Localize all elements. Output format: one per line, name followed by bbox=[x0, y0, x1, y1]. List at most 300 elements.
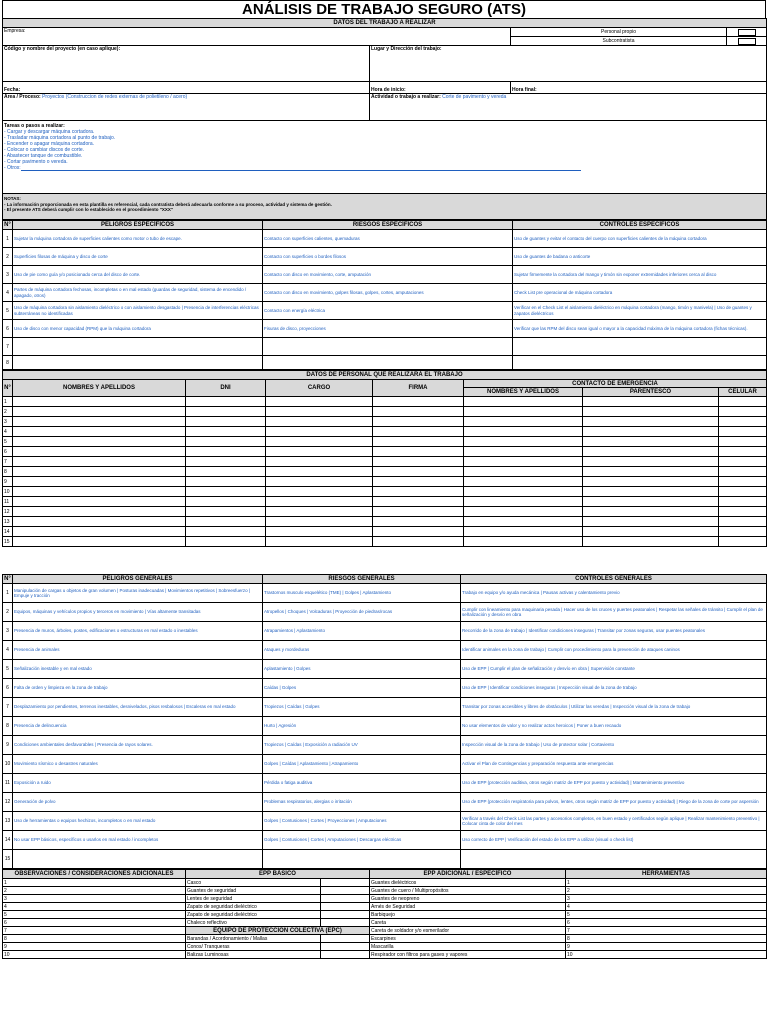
obs-number[interactable]: 7 bbox=[3, 927, 186, 935]
peligro-cell[interactable] bbox=[13, 356, 263, 370]
obs-number[interactable]: 8 bbox=[3, 935, 186, 943]
herramienta-item[interactable]: 9 bbox=[566, 943, 767, 951]
riesgo-cell[interactable]: Contacto con disco en movimiento, corte, amputación bbox=[263, 266, 513, 284]
cargo-input[interactable] bbox=[266, 487, 373, 497]
personal-propio-label: Personal propio bbox=[511, 28, 727, 37]
obs-number[interactable]: 2 bbox=[3, 887, 186, 895]
riesgo-cell[interactable]: Fisuras de disco, proyecciones bbox=[263, 320, 513, 338]
contacto-nombres-input[interactable] bbox=[464, 467, 583, 477]
riesgo-cell[interactable]: Tropiezos | Caídas | Exposición a radiación UV bbox=[263, 736, 461, 755]
cargo-input[interactable] bbox=[266, 397, 373, 407]
nombres-input[interactable] bbox=[13, 477, 186, 487]
esp-row bbox=[3, 356, 767, 370]
tareas-field[interactable] bbox=[3, 121, 767, 194]
firma-input[interactable] bbox=[373, 427, 464, 437]
celular-input[interactable] bbox=[719, 427, 767, 437]
control-cell[interactable]: Verificar a través del Check List las partes y accesorios completos, en buen estado y certificados según aplique | Realizar mantenimiento preventivo | Colocar cinta de color del mes bbox=[461, 812, 767, 831]
herramienta-item[interactable]: 5 bbox=[566, 911, 767, 919]
cargo-input[interactable] bbox=[266, 477, 373, 487]
gen-row bbox=[3, 755, 767, 774]
control-cell[interactable]: Uso de EPP (protección respiratoria para polvos, lentes, otros según matriz de EPP por puesto y actividad) | Riego de la zona de corte por aspersión bbox=[461, 793, 767, 812]
row-number: 5 bbox=[3, 660, 13, 679]
firma-input[interactable] bbox=[373, 417, 464, 427]
parentesco-input[interactable] bbox=[583, 537, 719, 547]
epp-basico-check[interactable] bbox=[321, 879, 370, 887]
cargo-input[interactable] bbox=[266, 417, 373, 427]
personal-row bbox=[3, 437, 767, 447]
epp-adicional-header: EPP ADICIONAL / ESPECÍFICO bbox=[370, 870, 566, 879]
checkbox-icon bbox=[738, 29, 756, 36]
herramienta-item[interactable]: 2 bbox=[566, 887, 767, 895]
firma-input[interactable] bbox=[373, 537, 464, 547]
epp-row bbox=[3, 903, 767, 911]
control-cell[interactable] bbox=[513, 338, 767, 356]
epp-basico-check[interactable] bbox=[321, 911, 370, 919]
parentesco-input[interactable] bbox=[583, 517, 719, 527]
actividad-field[interactable] bbox=[370, 94, 767, 121]
epp-basico-item: Balizas Luminosas bbox=[186, 951, 321, 959]
celular-input[interactable] bbox=[719, 407, 767, 417]
epp-adicional-item: Respirador con filtros para gases y vapores bbox=[370, 951, 566, 959]
dni-input[interactable] bbox=[186, 527, 266, 537]
row-number: 13 bbox=[3, 517, 13, 527]
epp-row bbox=[3, 887, 767, 895]
riesgo-cell[interactable]: Golpes | Caídas | Aplastamiento | Atrapamiento bbox=[263, 755, 461, 774]
herramienta-item[interactable]: 3 bbox=[566, 895, 767, 903]
cargo-input[interactable] bbox=[266, 507, 373, 517]
gen-row bbox=[3, 584, 767, 603]
obs-number[interactable]: 4 bbox=[3, 903, 186, 911]
nota-item: - El presente ATS deberá cumplir con lo establecido en el procedimiento "XXX" bbox=[4, 207, 174, 212]
dni-input[interactable] bbox=[186, 397, 266, 407]
nota-item: - La información proporcionada en esta plantilla es referencial, cada contratista deberá adecuarla conforme a su proceso, actividad y sistema de gestión. bbox=[4, 201, 332, 207]
actividad-value: Corte de pavimento y vereda bbox=[442, 94, 507, 100]
job-data-table bbox=[2, 18, 767, 220]
personal-cargo-header: CARGO bbox=[266, 380, 373, 397]
obs-number[interactable]: 3 bbox=[3, 895, 186, 903]
control-cell[interactable] bbox=[461, 850, 767, 869]
control-cell[interactable]: Verificar en el Check List el aislamiento dieléctrico en máquina cortadora (mango, timón y manivela) | Uso de guantes y zapatos dieléctricos bbox=[513, 302, 767, 320]
row-number: 7 bbox=[3, 457, 13, 467]
row-number: 11 bbox=[3, 774, 13, 793]
subcontratista-label: Subcontratista bbox=[511, 37, 727, 46]
epp-basico-check[interactable] bbox=[321, 895, 370, 903]
checkbox-icon bbox=[738, 38, 756, 45]
obs-number[interactable]: 9 bbox=[3, 943, 186, 951]
empresa-field[interactable] bbox=[3, 28, 511, 46]
control-cell[interactable]: Uso correcto de EPP | Verificación del estado de los EPP a utilizar (visual o check list) bbox=[461, 831, 767, 850]
riesgo-cell[interactable]: Contacto con disco en movimiento, golpes filosas, golpes, cortes, amputaciones bbox=[263, 284, 513, 302]
epp-basico-item: Lentes de seguridad bbox=[186, 895, 321, 903]
control-cell[interactable]: Uso de EPP | Cumplir el plan de señalización y desvío en obra | Supervisión constante bbox=[461, 660, 767, 679]
hora-inicio-field[interactable] bbox=[370, 82, 511, 94]
dni-input[interactable] bbox=[186, 417, 266, 427]
contacto-celular-header: CELULAR bbox=[719, 388, 767, 397]
riesgo-cell[interactable] bbox=[263, 338, 513, 356]
riesgo-cell[interactable]: Caídas | Golpes bbox=[263, 679, 461, 698]
personal-propio-checkbox[interactable] bbox=[727, 28, 767, 37]
dni-input[interactable] bbox=[186, 457, 266, 467]
celular-input[interactable] bbox=[719, 537, 767, 547]
herramienta-item[interactable]: 4 bbox=[566, 903, 767, 911]
datos-header: DATOS DEL TRABAJO A REALIZAR bbox=[3, 19, 767, 28]
obs-number[interactable]: 5 bbox=[3, 911, 186, 919]
control-cell[interactable]: Uso de EPP | Identificar condiciones inseguras | Inspección visual de la zona de trabajo bbox=[461, 679, 767, 698]
gen-row bbox=[3, 679, 767, 698]
riesgo-cell[interactable]: Trastornos musculo esquelético (TME) | Golpes | Aplastamiento bbox=[263, 584, 461, 603]
celular-input[interactable] bbox=[719, 507, 767, 517]
riesgo-cell[interactable] bbox=[263, 850, 461, 869]
contacto-nombres-input[interactable] bbox=[464, 507, 583, 517]
peligro-cell[interactable]: Movimiento sísmico o desastres naturales bbox=[13, 755, 263, 774]
nombres-input[interactable] bbox=[13, 397, 186, 407]
personal-table bbox=[2, 370, 767, 547]
peligro-cell[interactable]: Uso de disco con menor capacidad (RPM) que la máquina cortadora bbox=[13, 320, 263, 338]
peligro-cell[interactable]: Desplazamiento por pendientes, terrenos inestables, desnivelados, pisos resbalosos | Escaleras en mal estado bbox=[13, 698, 263, 717]
esp-row bbox=[3, 320, 767, 338]
form-title: ANÁLISIS DE TRABAJO SEGURO (ATS) bbox=[2, 0, 766, 18]
gen-n-header: N° bbox=[4, 576, 11, 582]
control-cell[interactable] bbox=[513, 356, 767, 370]
epp-basico-check[interactable] bbox=[321, 919, 370, 927]
row-number: 1 bbox=[3, 397, 13, 407]
parentesco-input[interactable] bbox=[583, 467, 719, 477]
dni-input[interactable] bbox=[186, 437, 266, 447]
tareas-label: Tareas o pasos a realizar: bbox=[4, 123, 65, 129]
row-number: 7 bbox=[3, 698, 13, 717]
riesgo-cell[interactable]: Golpes | Contusiones | Cortes | Proyecciones | Amputaciones bbox=[263, 812, 461, 831]
row-number: 3 bbox=[3, 417, 13, 427]
row-number: 8 bbox=[3, 356, 13, 370]
personal-row bbox=[3, 507, 767, 517]
riesgo-cell[interactable]: Hurto | Agresión bbox=[263, 717, 461, 736]
esp-riesgos-header: RIESGOS ESPECÍFICOS bbox=[263, 221, 513, 230]
parentesco-input[interactable] bbox=[583, 527, 719, 537]
contacto-nombres-input[interactable] bbox=[464, 417, 583, 427]
nombres-input[interactable] bbox=[13, 497, 186, 507]
personal-row bbox=[3, 407, 767, 417]
herramienta-item[interactable]: 8 bbox=[566, 935, 767, 943]
hora-final-label: Hora final: bbox=[512, 87, 537, 93]
peligro-cell[interactable]: Partes de máquina cortadora fechosas, incompletas o en mal estado (guardas de seguridad, sistema de encendido / apagado, otros) bbox=[13, 284, 263, 302]
contacto-header: CONTACTO DE EMERGENCIA bbox=[464, 380, 767, 388]
control-cell[interactable]: Sujetar firmemente la cortadora del mango y timón sin exponer extremidades inferiores cerca al disco bbox=[513, 266, 767, 284]
firma-input[interactable] bbox=[373, 397, 464, 407]
riesgo-cell[interactable]: Golpes | Contusiones | Cortes | Amputaciones | Descargas eléctricas bbox=[263, 831, 461, 850]
contacto-nombres-input[interactable] bbox=[464, 447, 583, 457]
gen-row bbox=[3, 831, 767, 850]
herramienta-item[interactable]: 7 bbox=[566, 927, 767, 935]
obs-number[interactable]: 10 bbox=[3, 951, 186, 959]
riesgo-cell[interactable]: Contacto con superficies o bordes filosos bbox=[263, 248, 513, 266]
cargo-input[interactable] bbox=[266, 497, 373, 507]
control-cell[interactable]: Check List pre operacional de máquina cortadora bbox=[513, 284, 767, 302]
nombres-input[interactable] bbox=[13, 417, 186, 427]
dni-input[interactable] bbox=[186, 447, 266, 457]
epp-row bbox=[3, 951, 767, 959]
dni-input[interactable] bbox=[186, 497, 266, 507]
epp-adicional-item: Careta de soldador y/o esmerilador bbox=[370, 927, 566, 935]
riesgo-cell[interactable]: Problemas respiratorios, alergias o irritación bbox=[263, 793, 461, 812]
riesgo-cell[interactable]: Ataques y mordeduras bbox=[263, 641, 461, 660]
riesgo-cell[interactable]: Aplastamiento | Golpes bbox=[263, 660, 461, 679]
peligro-cell[interactable]: Superficies filosas de máquina y disco de corte bbox=[13, 248, 263, 266]
area-label: Área / Proceso: bbox=[4, 94, 41, 100]
esp-peligros-header: PELIGROS ESPECÍFICOS bbox=[13, 221, 263, 230]
row-number: 2 bbox=[3, 407, 13, 417]
peligro-cell[interactable]: Señalización inestable y en mal estado bbox=[13, 660, 263, 679]
celular-input[interactable] bbox=[719, 457, 767, 467]
contacto-nombres-input[interactable] bbox=[464, 477, 583, 487]
contacto-nombres-input[interactable] bbox=[464, 517, 583, 527]
lugar-field[interactable] bbox=[370, 46, 767, 82]
control-cell[interactable]: Uso de guantes de badana o anticorte bbox=[513, 248, 767, 266]
peligro-cell[interactable]: Condiciones ambientales desfavorables | Presencia de rayos solares. bbox=[13, 736, 263, 755]
fecha-field[interactable] bbox=[3, 82, 370, 94]
personal-n-header: N° bbox=[3, 380, 13, 397]
specific-hazards-table bbox=[2, 220, 767, 370]
hora-final-field[interactable] bbox=[511, 82, 767, 94]
peligro-cell[interactable] bbox=[13, 850, 263, 869]
cargo-input[interactable] bbox=[266, 467, 373, 477]
peligro-cell[interactable]: Sujetar la máquina cortadora de superficies calientes como motor o tubo de escape. bbox=[13, 230, 263, 248]
control-cell[interactable]: Uso de guantes y evitar el contacto del cuerpo con superficies calientes de la máquina cortadora bbox=[513, 230, 767, 248]
parentesco-input[interactable] bbox=[583, 457, 719, 467]
epp-basico-item: Casco bbox=[186, 879, 321, 887]
cargo-input[interactable] bbox=[266, 447, 373, 457]
cargo-input[interactable] bbox=[266, 437, 373, 447]
row-number: 3 bbox=[3, 622, 13, 641]
cargo-input[interactable] bbox=[266, 537, 373, 547]
contacto-nombres-input[interactable] bbox=[464, 497, 583, 507]
peligro-cell[interactable]: Presencia de delincuencia bbox=[13, 717, 263, 736]
celular-input[interactable] bbox=[719, 497, 767, 507]
contacto-parentesco-header: PARENTESCO bbox=[583, 388, 719, 397]
firma-input[interactable] bbox=[373, 457, 464, 467]
contacto-nombres-input[interactable] bbox=[464, 397, 583, 407]
control-cell[interactable]: Inspección visual de la zona de trabajo | Uso de protector solar | Cortaviento bbox=[461, 736, 767, 755]
row-number: 6 bbox=[3, 447, 13, 457]
nombres-input[interactable] bbox=[13, 527, 186, 537]
parentesco-input[interactable] bbox=[583, 477, 719, 487]
firma-input[interactable] bbox=[373, 447, 464, 457]
obs-number[interactable]: 6 bbox=[3, 919, 186, 927]
parentesco-input[interactable] bbox=[583, 497, 719, 507]
riesgo-cell[interactable] bbox=[263, 356, 513, 370]
celular-input[interactable] bbox=[719, 527, 767, 537]
personal-row bbox=[3, 487, 767, 497]
peligro-cell[interactable]: Presencia de animales bbox=[13, 641, 263, 660]
dni-input[interactable] bbox=[186, 507, 266, 517]
cargo-input[interactable] bbox=[266, 457, 373, 467]
row-number: 7 bbox=[3, 338, 13, 356]
nombres-input[interactable] bbox=[13, 427, 186, 437]
herramienta-item[interactable]: 6 bbox=[566, 919, 767, 927]
control-cell[interactable]: Identificar animales en la zona de trabajo | Cumplir con procedimiento para la prevención de ataques caninos bbox=[461, 641, 767, 660]
firma-input[interactable] bbox=[373, 517, 464, 527]
cargo-input[interactable] bbox=[266, 427, 373, 437]
row-number: 14 bbox=[3, 527, 13, 537]
nombres-input[interactable] bbox=[13, 407, 186, 417]
peligro-cell[interactable]: Manipulación de cargas u objetos de gran volumen | Posturas inadecuadas | Movimientos repetitivos | Sobreesfuerzo | Empuje y tracción bbox=[13, 584, 263, 603]
parentesco-input[interactable] bbox=[583, 487, 719, 497]
gen-controles-header: CONTROLES GENERALES bbox=[461, 575, 767, 584]
nombres-input[interactable] bbox=[13, 507, 186, 517]
row-number: 2 bbox=[3, 603, 13, 622]
epp-adicional-item: Guantes de cuero / Multipropósitos bbox=[370, 887, 566, 895]
epp-basico-check[interactable] bbox=[321, 935, 370, 943]
tarea-item: - Abastecer tanque de combustible. bbox=[4, 153, 83, 159]
celular-input[interactable] bbox=[719, 447, 767, 457]
personal-row bbox=[3, 397, 767, 407]
control-cell[interactable]: Verificar que las RPM del disco sean igual o mayor a la capacidad máxima de la máquina cortadora (fichas técnicas). bbox=[513, 320, 767, 338]
nombres-input[interactable] bbox=[13, 517, 186, 527]
control-cell[interactable]: Trabajo en equipo y/o ayuda mecánica | Pausas activas y calentamiento previo bbox=[461, 584, 767, 603]
control-cell[interactable]: Activar el Plan de Contingencias y preparación respuesta ante emergencias bbox=[461, 755, 767, 774]
personal-firma-header: FIRMA bbox=[373, 380, 464, 397]
peligro-cell[interactable] bbox=[13, 338, 263, 356]
contacto-nombres-input[interactable] bbox=[464, 537, 583, 547]
contacto-nombres-input[interactable] bbox=[464, 427, 583, 437]
cargo-input[interactable] bbox=[266, 517, 373, 527]
peligro-cell[interactable]: Uso de máquina cortadora sin aislamiento dieléctrico o con aislamiento desgastado | Presencia de interferencias eléctricas subterráneas no identificadas bbox=[13, 302, 263, 320]
riesgo-cell[interactable]: Atropellos | Choques | Volcaduras | Proyección de piedras/rocas bbox=[263, 603, 461, 622]
epp-row bbox=[3, 935, 767, 943]
riesgo-cell[interactable]: Contacto con energía eléctrica bbox=[263, 302, 513, 320]
firma-input[interactable] bbox=[373, 527, 464, 537]
celular-input[interactable] bbox=[719, 477, 767, 487]
firma-input[interactable] bbox=[373, 437, 464, 447]
epp-adicional-item: Mascarilla bbox=[370, 943, 566, 951]
contacto-nombres-input[interactable] bbox=[464, 437, 583, 447]
control-cell[interactable]: Cumplir con lineamiento para maquinaria pesada | Hacer uso de los cruces y puertes peatonales | Respetar las señales de tránsito | Cumplir el plan de señalización y desvío en obra bbox=[461, 603, 767, 622]
epp-adicional-item: Barbiquejo bbox=[370, 911, 566, 919]
dni-input[interactable] bbox=[186, 537, 266, 547]
nombres-input[interactable] bbox=[13, 457, 186, 467]
cargo-input[interactable] bbox=[266, 527, 373, 537]
firma-input[interactable] bbox=[373, 407, 464, 417]
riesgo-cell[interactable]: Atrapamientos | Aplastamiento bbox=[263, 622, 461, 641]
underline bbox=[21, 166, 581, 171]
celular-input[interactable] bbox=[719, 487, 767, 497]
gen-row bbox=[3, 603, 767, 622]
parentesco-input[interactable] bbox=[583, 507, 719, 517]
contacto-nombres-input[interactable] bbox=[464, 407, 583, 417]
esp-row bbox=[3, 266, 767, 284]
control-cell[interactable]: Transitar por zonas accesibles y libres de obstáculos | Utilizar las veredas | Inspección visual de la zona de trabajo bbox=[461, 698, 767, 717]
riesgo-cell[interactable]: Tropiezos | Caídas | Golpes bbox=[263, 698, 461, 717]
control-cell[interactable]: Uso de EPP (protección auditiva, otros según matriz de EPP por puesto y actividad) | Mantenimiento preventivo bbox=[461, 774, 767, 793]
nombres-input[interactable] bbox=[13, 487, 186, 497]
subcontratista-checkbox[interactable] bbox=[727, 37, 767, 46]
epp-basico-item: Conos/ Tranqueras bbox=[186, 943, 321, 951]
nombres-input[interactable] bbox=[13, 537, 186, 547]
dni-input[interactable] bbox=[186, 427, 266, 437]
peligro-cell[interactable]: Uso de pie como guía y/o posicionado cerca del disco de corte. bbox=[13, 266, 263, 284]
parentesco-input[interactable] bbox=[583, 417, 719, 427]
parentesco-input[interactable] bbox=[583, 427, 719, 437]
peligro-cell[interactable]: Equipos, máquinas y vehículos propios y terceros en movimiento | Vías altamente transitadas bbox=[13, 603, 263, 622]
contacto-nombres-input[interactable] bbox=[464, 487, 583, 497]
row-number: 10 bbox=[3, 755, 13, 774]
lugar-label: Lugar y Dirección del trabajo: bbox=[371, 46, 442, 52]
row-number: 2 bbox=[3, 248, 13, 266]
actividad-label: Actividad o trabajo a realizar: bbox=[371, 94, 441, 100]
obs-number[interactable]: 1 bbox=[3, 879, 186, 887]
gen-row bbox=[3, 717, 767, 736]
celular-input[interactable] bbox=[719, 417, 767, 427]
nombres-input[interactable] bbox=[13, 437, 186, 447]
control-cell[interactable]: Recorrido de la zona de trabajo | Identificar condiciones inseguras | Transitar por zonas seguras, usar puentes peatonales bbox=[461, 622, 767, 641]
esp-row bbox=[3, 338, 767, 356]
obs-header: OBSERVACIONES / CONSIDERACIONES ADICIONALES bbox=[3, 870, 186, 879]
herramienta-item[interactable]: 10 bbox=[566, 951, 767, 959]
ats-form bbox=[2, 0, 766, 959]
epp-row bbox=[3, 895, 767, 903]
firma-input[interactable] bbox=[373, 497, 464, 507]
personal-row bbox=[3, 457, 767, 467]
epp-adicional-item: Arnés de Seguridad bbox=[370, 903, 566, 911]
celular-input[interactable] bbox=[719, 467, 767, 477]
peligro-cell[interactable]: Exposición a ruido bbox=[13, 774, 263, 793]
nombres-input[interactable] bbox=[13, 467, 186, 477]
peligro-cell[interactable]: No usar EPP básicos, específicos o usarlos en mal estado / incompletos bbox=[13, 831, 263, 850]
parentesco-input[interactable] bbox=[583, 437, 719, 447]
dni-input[interactable] bbox=[186, 487, 266, 497]
celular-input[interactable] bbox=[719, 397, 767, 407]
cargo-input[interactable] bbox=[266, 407, 373, 417]
celular-input[interactable] bbox=[719, 517, 767, 527]
celular-input[interactable] bbox=[719, 437, 767, 447]
contacto-nombres-input[interactable] bbox=[464, 457, 583, 467]
peligro-cell[interactable]: Falta de orden y limpieza en la zona de trabajo bbox=[13, 679, 263, 698]
firma-input[interactable] bbox=[373, 477, 464, 487]
riesgo-cell[interactable]: Pérdida o fatiga auditiva bbox=[263, 774, 461, 793]
epp-basico-check[interactable] bbox=[321, 943, 370, 951]
herramientas-header: HERRAMIENTAS bbox=[566, 870, 767, 879]
control-cell[interactable]: No usar elementos de valor y no realizar actos heroicos | Poner a buen recaudo bbox=[461, 717, 767, 736]
firma-input[interactable] bbox=[373, 507, 464, 517]
contacto-nombres-input[interactable] bbox=[464, 527, 583, 537]
firma-input[interactable] bbox=[373, 487, 464, 497]
dni-input[interactable] bbox=[186, 467, 266, 477]
riesgo-cell[interactable]: Contacto con superficies calientes, quemaduras bbox=[263, 230, 513, 248]
parentesco-input[interactable] bbox=[583, 397, 719, 407]
firma-input[interactable] bbox=[373, 467, 464, 477]
dni-input[interactable] bbox=[186, 517, 266, 527]
esp-row bbox=[3, 284, 767, 302]
parentesco-input[interactable] bbox=[583, 407, 719, 417]
parentesco-input[interactable] bbox=[583, 447, 719, 457]
row-number: 1 bbox=[3, 584, 13, 603]
peligro-cell[interactable]: Generación de polvo bbox=[13, 793, 263, 812]
area-field[interactable] bbox=[3, 94, 370, 121]
peligro-cell[interactable]: Uso de herramientas o equipos hechizos, incompletos o en mal estado bbox=[13, 812, 263, 831]
peligro-cell[interactable]: Presencia de muros, árboles, postes, edificaciones o estructuras en mal estado o inestables bbox=[13, 622, 263, 641]
epp-basico-item: Chaleco reflectivo bbox=[186, 919, 321, 927]
codigo-field[interactable] bbox=[3, 46, 370, 82]
section-gap bbox=[2, 547, 766, 574]
row-number: 3 bbox=[3, 266, 13, 284]
epp-basico-check[interactable] bbox=[321, 887, 370, 895]
dni-input[interactable] bbox=[186, 477, 266, 487]
epp-basico-check[interactable] bbox=[321, 951, 370, 959]
epp-basico-check[interactable] bbox=[321, 903, 370, 911]
gen-row bbox=[3, 812, 767, 831]
dni-input[interactable] bbox=[186, 407, 266, 417]
herramienta-item[interactable]: 1 bbox=[566, 879, 767, 887]
nombres-input[interactable] bbox=[13, 447, 186, 457]
